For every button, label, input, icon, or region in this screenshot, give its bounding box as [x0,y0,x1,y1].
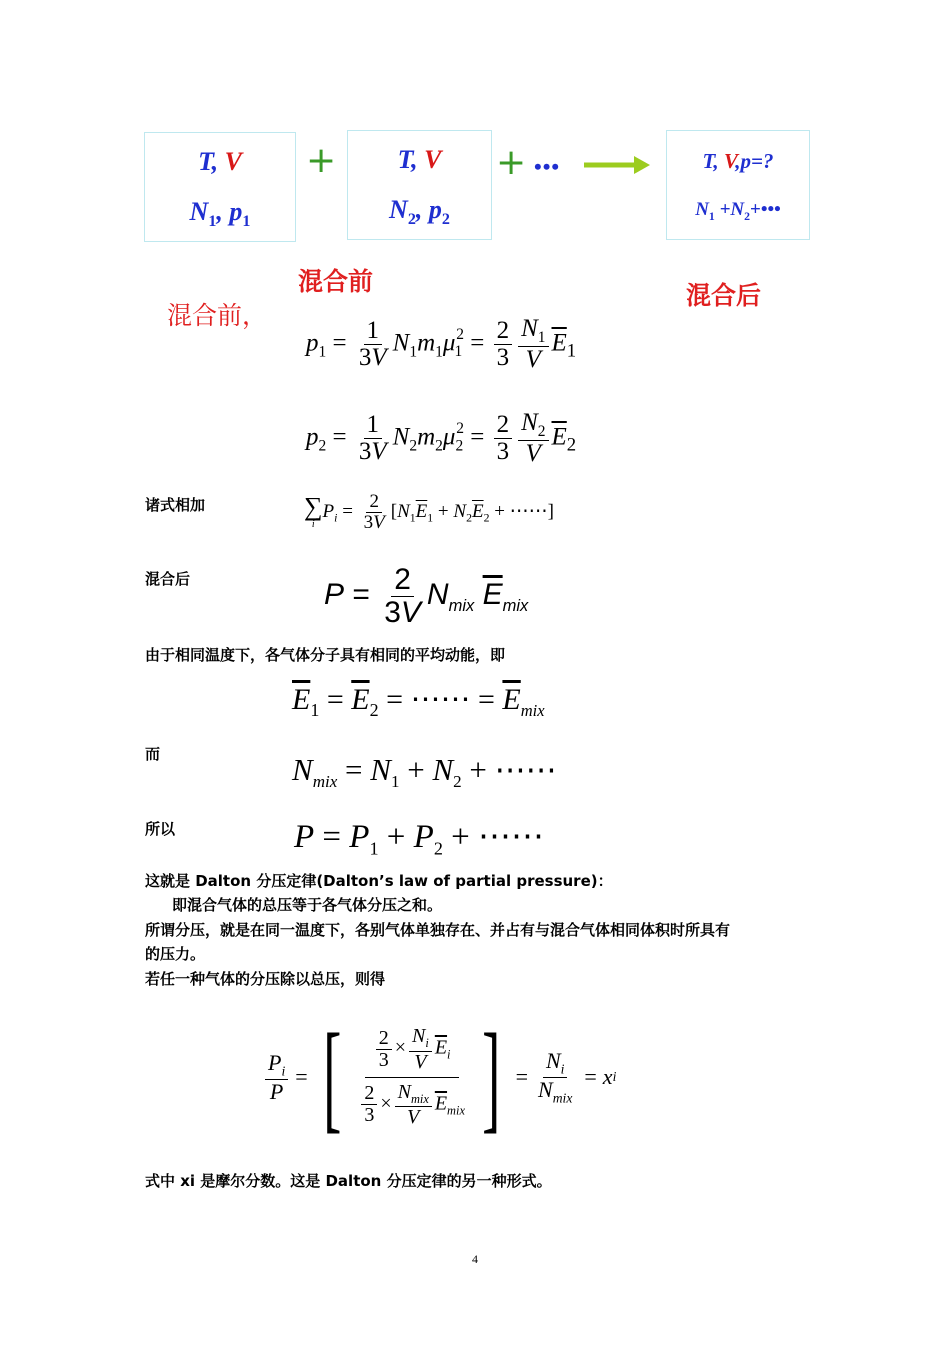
equation-mole-fraction: $\frac{P_i}{P}$ = [ $\frac{2}{3}$ × $\frac{N_i}{V}$ $\overline{E}_i$ $\frac{2}{3}$ × $\frac{N_{mix}}{V}$ $\overline{E}_{mix}$ ] = $\frac{N_i}{N_{mix}}$ = x i [262,1016,616,1138]
plus-sign-2: + [496,142,527,183]
label-before-mixing: 混合前 [298,267,374,296]
dalton-meaning: 即混合气体的总压等于各气体分压之和。 [172,896,443,914]
divide-line: 若任一种气体的分压除以总压，则得 [145,970,386,988]
plus-sign-1: + [306,140,337,181]
label-before-mixing-left: 混合前， [167,301,268,330]
equation-p1: $p_1$ = $\frac{1}{3V}$ $N_1m_1\mu_1^2$ = $\frac{2}{3}$ $\frac{N_1}{V}$ $\overline{E}_1$ [306,315,577,374]
equation-dalton: $P = P_1 + P_2$ + ⋯⋯ [294,819,545,859]
state-box-mixed: T, V,p=? $N_1$ $+N_2+•••$ [666,130,810,240]
sum-label: 诸式相加 [145,496,206,514]
box2-V: V [424,145,442,174]
label-after-mixing: 混合后 [686,281,762,310]
box2-N: N [389,195,408,224]
equation-mix: P = $\frac{2}{3V}$ $N_{mix}$ $\overline{E}_{mix}$ [324,563,529,629]
partial-pressure-def-1: 所谓分压，就是在同一温度下，各别气体单独存在、并占有与混合气体相同体积时所具有 [145,921,731,939]
box2-T: T, [397,145,418,174]
dalton-law-line: 这就是 Dalton 分压定律(Dalton’s law of partial pressure)： [145,872,613,890]
equation-sum: ∑ i $P_i$ = $\frac{2}{3V}$ [$N_1\overline{E}_1 + N_2\overline{E}_2$ + ⋯⋯] [304,491,555,533]
box1-V: V [224,147,242,176]
and-label: 而 [145,745,161,763]
continuation-dots: ••• [534,154,561,179]
mix-label: 混合后 [145,570,191,588]
partial-pressure-def-2: 的压力。 [145,945,206,963]
state-box-2: T, V $N_2$, $p_2$ [347,130,492,240]
equation-n-mix: $N_{mix} = N_1 + N_2$ + ⋯⋯ [292,752,557,792]
box1-N: N [189,197,209,226]
mixing-arrow-icon [582,153,652,177]
so-label: 所以 [145,820,176,838]
box1-T: T, [198,147,219,176]
equation-equal-energy: $\overline{E}_1 = \overline{E}_2$ = ⋯⋯ = $\overline{E}_{mix}$ [292,683,545,720]
equation-p2: $p_2$ = $\frac{1}{3V}$ $N_2m_2\mu_2^2$ = $\frac{2}{3}$ $\frac{N_2}{V}$ $\overline{E}_2$ [306,409,577,468]
state-box-1: T, V $N_1$, $p_1$ [144,132,296,242]
same-temperature-text: 由于相同温度下，各气体分子具有相同的平均动能，即 [145,646,506,664]
page-number: 4 [472,1252,478,1266]
final-line: 式中 xi 是摩尔分数。这是 Dalton 分压定律的另一种形式。 [145,1172,552,1190]
